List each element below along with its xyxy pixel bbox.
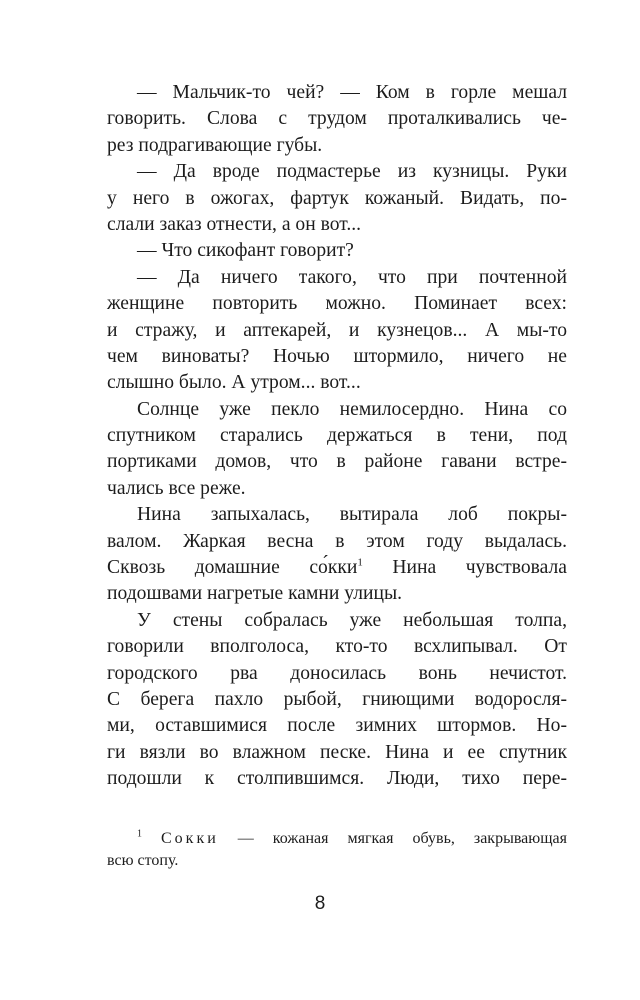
text-line: женщине повторить можно. Поминает всех:: [107, 293, 567, 315]
text-line-with-footnote-ref: [107, 555, 567, 581]
footnote-definition: — кожаная мягкая обувь, закрывающая: [218, 830, 568, 847]
text-line: портиками домов, что в районе гавани встре-: [107, 451, 567, 473]
text-line: чались все реже.: [107, 477, 246, 499]
text-line: валом. Жаркая весна в этом году выдалась.: [107, 530, 567, 552]
text-line: слышно было. А утром... вот...: [107, 372, 361, 394]
text-line: и стражу, и аптекарей, и кузнецов... А мы-то: [107, 319, 567, 341]
text-line: Солнце уже пекло немилосердно. Нина со: [137, 398, 567, 420]
footnote-marker: 1: [137, 828, 142, 840]
text-line: ги вязли во влажном песке. Нина и ее спутник: [107, 741, 567, 763]
text-line: — Мальчик-то чей? — Ком в горле мешал: [137, 82, 567, 103]
page-number: 8: [314, 893, 326, 914]
text-line: Нина запыхалась, вытирала лоб покры-: [137, 504, 567, 526]
text-line: — Да ничего такого, что при почтенной: [137, 266, 567, 288]
footnote: [107, 828, 567, 872]
text-segment: Сквозь домашние со́кки: [107, 557, 358, 579]
body-text: [107, 80, 567, 793]
text-line: городского рва доносилась вонь нечистот.: [107, 662, 567, 684]
footnote-line: [107, 828, 567, 850]
text-line: — Да вроде подмастерье из кузницы. Руки: [137, 161, 567, 183]
text-line: С берега пахло рыбой, гниющими водоросля-: [107, 688, 567, 710]
text-line: говорили вполголоса, кто-то всхлипывал. От: [107, 636, 567, 658]
text-line: рез подрагивающие губы.: [107, 134, 323, 156]
text-line: — Что сикофант говорит?: [137, 240, 354, 262]
text-line: подошли к столпившимся. Люди, тихо пере-: [107, 768, 567, 790]
footnote-reference: 1: [357, 556, 363, 569]
text-line: У стены собралась уже небольшая толпа,: [137, 609, 567, 631]
text-line: подошвами нагретые камни улицы.: [107, 583, 403, 605]
text-line: чем виноваты? Ночью штормило, ничего не: [107, 345, 567, 367]
text-line: спутником старались держаться в тени, под: [107, 425, 567, 447]
footnote-line: всю стопу.: [107, 852, 179, 869]
text-line: у него в ожогах, фартук кожаный. Видать, по-: [107, 187, 567, 209]
text-line: говорить. Слова с трудом проталкивались че-: [107, 108, 567, 130]
footnote-term: Сокки: [161, 830, 219, 847]
text-line: слали заказ отнести, а он вот...: [107, 213, 362, 235]
text-line: ми, оставшимися после зимних штормов. Но-: [107, 715, 567, 737]
text-segment: Нина чувствовала: [362, 557, 567, 579]
